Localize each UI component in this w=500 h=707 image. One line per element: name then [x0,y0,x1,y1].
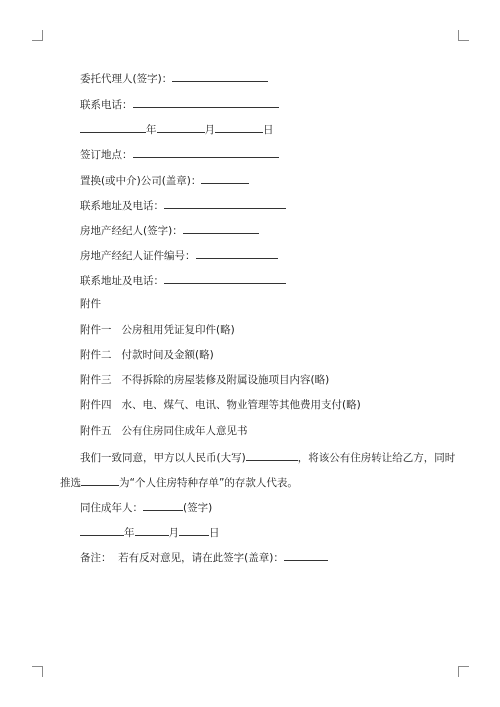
broker-signature-line [80,222,259,238]
year-label-2: 年 [124,527,135,539]
attachment-4: 附件四 水、电、煤气、电讯、物业管理等其他费用支付(略) [80,399,361,411]
month-blank-1[interactable] [157,121,205,133]
cohabitant-sign-hint: (签字) [183,502,213,514]
corner-mark-top-right [458,30,469,41]
signing-place-blank[interactable] [133,146,279,158]
phone-blank-1[interactable] [133,96,279,108]
phone-line-1 [80,96,279,112]
year-blank-2[interactable] [80,524,124,536]
month-label-2: 月 [168,527,179,539]
broker-signature-blank[interactable] [183,222,259,234]
cohabitant-blank[interactable] [143,499,183,511]
contact-address-blank-2[interactable] [164,272,286,284]
company-seal-line [80,172,249,188]
consent-text-1a: 我们一致同意，甲方以人民币(大写) [80,452,246,464]
month-label-1: 月 [204,124,215,136]
broker-id-line [80,247,278,263]
amount-in-words-blank[interactable] [246,449,298,461]
consent-paragraph-line-2 [60,474,298,490]
attachment-3: 附件三 不得拆除的房屋装修及附属设施项目内容(略) [80,374,330,386]
objection-signature-blank[interactable] [284,549,328,561]
remarks-label: 备注： 若有反对意见，请在此签字(盖章)： [80,552,284,564]
day-blank-2[interactable] [179,524,209,536]
corner-mark-bottom-right [458,666,469,677]
day-blank-1[interactable] [215,121,263,133]
signing-place-label: 签订地点： [80,149,133,161]
agent-signature-blank[interactable] [172,70,268,82]
year-blank-1[interactable] [80,121,146,133]
contact-address-line-1 [80,197,286,213]
consent-text-1b: ，将该公有住房转让给乙方，同时 [297,452,456,464]
cohabitant-label: 同住成年人： [80,502,143,514]
consent-text-2b: 为“个人住房特种存单”的存款人代表。 [119,477,298,489]
broker-id-blank[interactable] [196,247,278,259]
contact-address-label-2: 联系地址及电话： [80,275,164,287]
attachment-5: 附件五 公有住房同住成年人意见书 [80,425,248,437]
remarks-line [80,549,328,565]
contact-address-blank-1[interactable] [164,197,286,209]
contact-address-line-2 [80,272,286,288]
company-seal-blank[interactable] [201,172,249,184]
attachments-heading: 附件 [80,298,101,310]
broker-id-label: 房地产经纪人证件编号： [80,250,196,262]
signing-place-line [80,146,279,162]
corner-mark-top-left [32,30,43,41]
consent-paragraph-line-1 [80,449,455,465]
date-line-1 [80,121,274,137]
agent-signature-label: 委托代理人(签字)： [80,73,173,85]
cohabitant-signature-line [80,499,212,515]
corner-mark-bottom-left [32,666,43,677]
company-seal-label: 置换(或中介)公司(盖章)： [80,175,202,187]
year-label-1: 年 [146,124,157,136]
broker-signature-label: 房地产经纪人(签字)： [80,225,183,237]
attachment-1: 附件一 公房租用凭证复印件(略) [80,324,235,336]
attachment-2: 附件二 付款时间及金额(略) [80,349,214,361]
phone-label-1: 联系电话： [80,99,133,111]
day-label-2: 日 [209,527,220,539]
day-label-1: 日 [263,124,274,136]
agent-signature-line [80,70,268,86]
consent-text-2a: 推选 [60,477,81,489]
month-blank-2[interactable] [135,524,169,536]
date-line-2 [80,524,220,540]
contact-address-label-1: 联系地址及电话： [80,200,164,212]
representative-blank[interactable] [81,474,119,486]
